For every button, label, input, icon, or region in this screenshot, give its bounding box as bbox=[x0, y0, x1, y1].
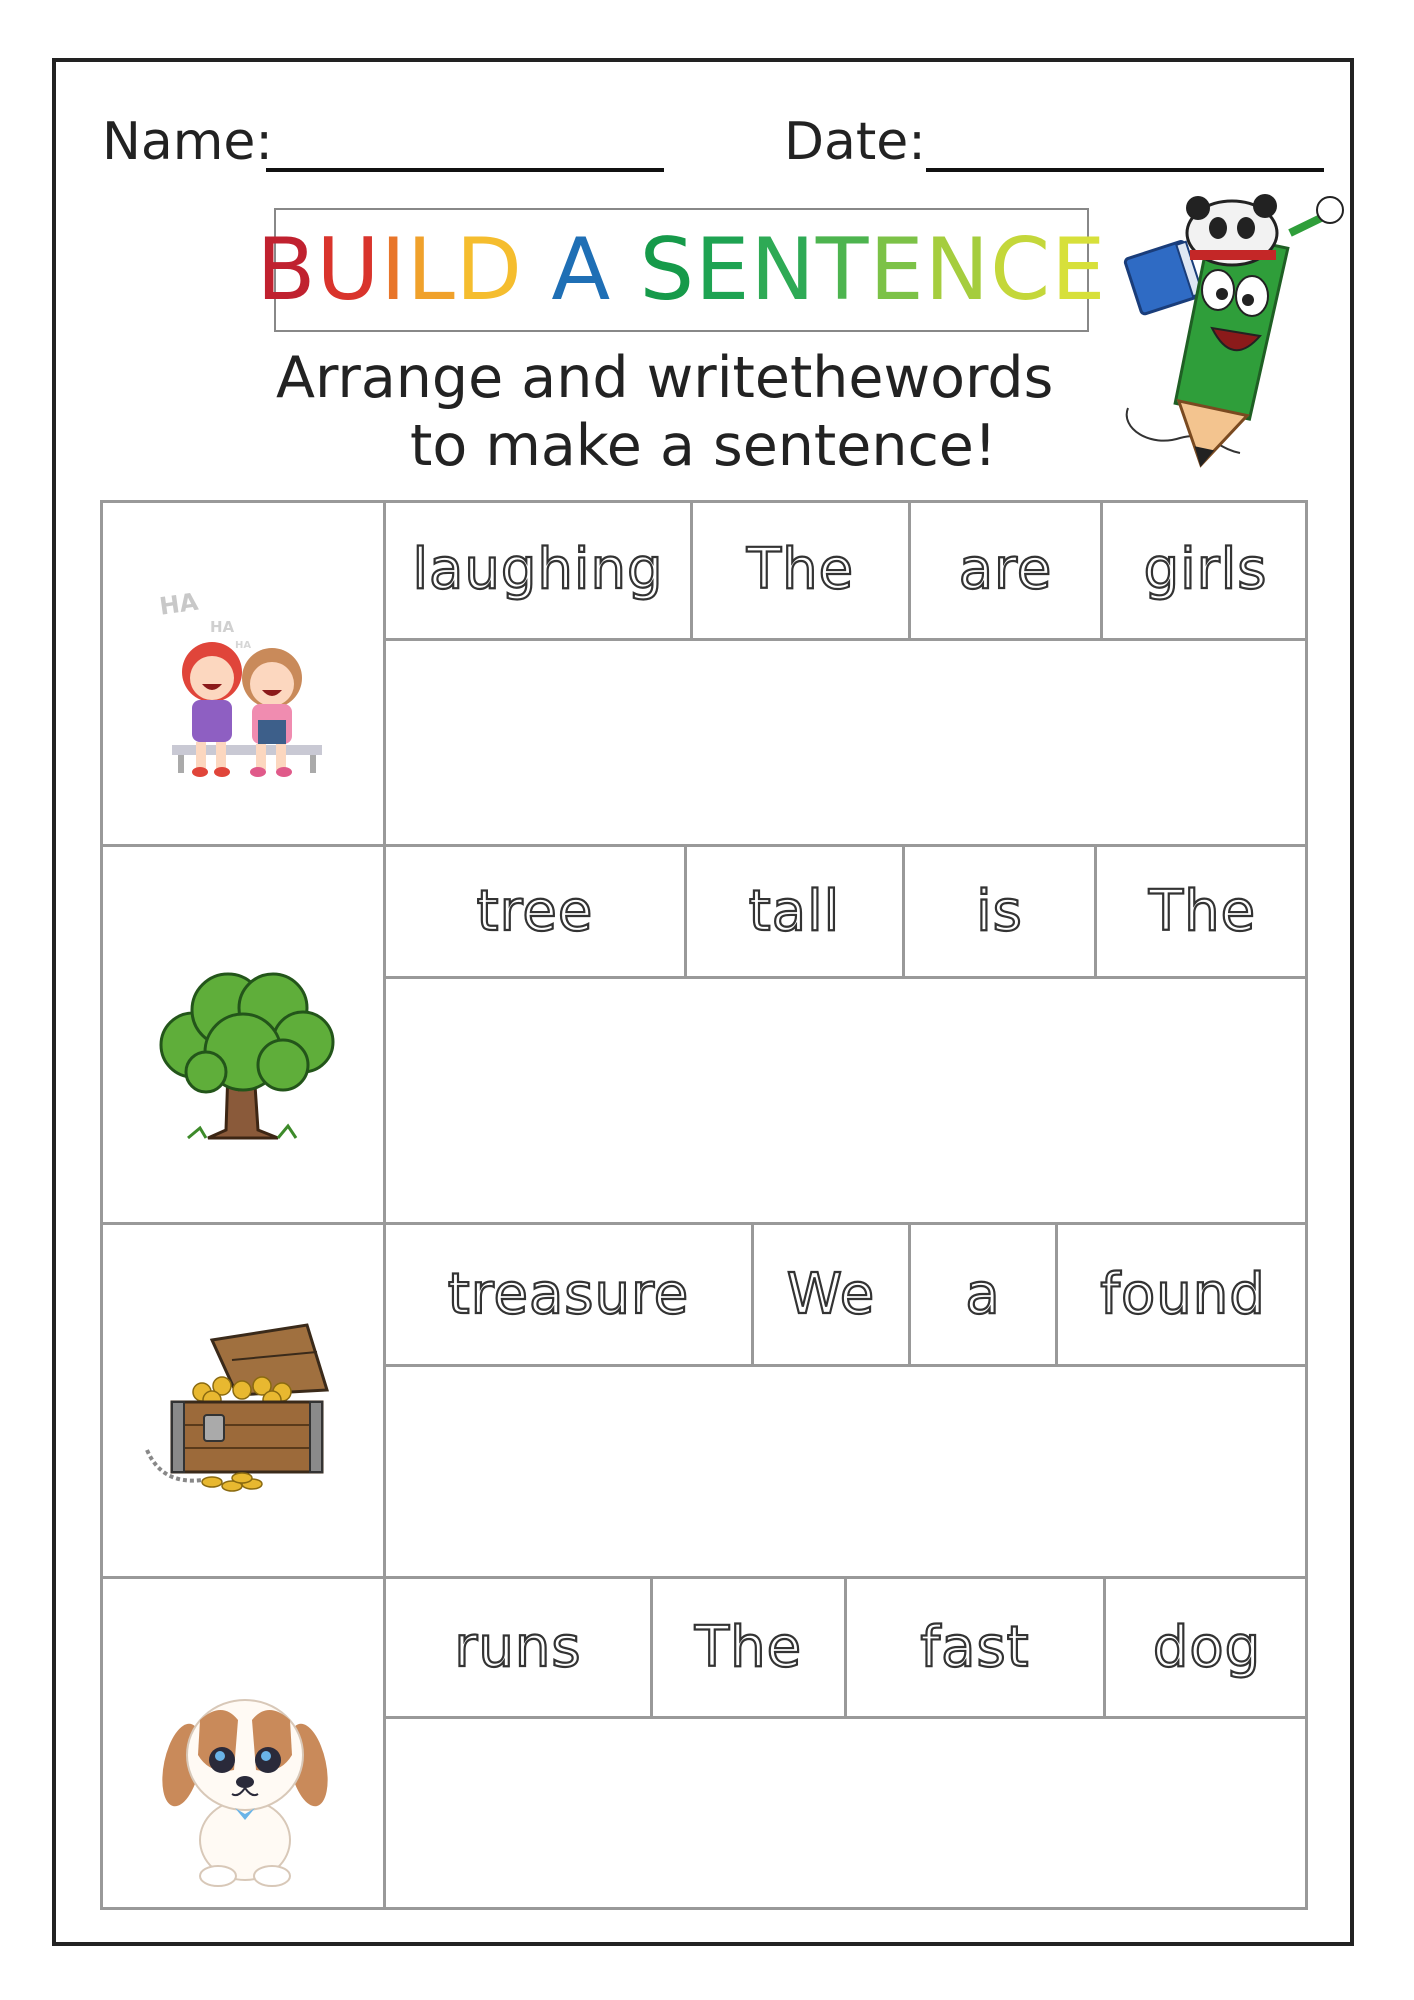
title-letter: U bbox=[316, 220, 381, 320]
pencil-mascot-picture bbox=[1120, 178, 1350, 483]
answer-area-1[interactable] bbox=[390, 645, 1302, 840]
title-letter bbox=[523, 220, 551, 320]
title-letter: E bbox=[695, 220, 751, 320]
title-letter: N bbox=[750, 220, 816, 320]
title-box bbox=[256, 208, 1107, 332]
word-tile[interactable]: We bbox=[786, 1261, 876, 1327]
title-letter: C bbox=[990, 220, 1052, 320]
date-line[interactable] bbox=[926, 168, 1324, 172]
title-letter: S bbox=[639, 220, 696, 320]
word-tile[interactable]: is bbox=[976, 878, 1023, 944]
laughing-girls-picture bbox=[150, 580, 340, 780]
word-tile[interactable]: fast bbox=[920, 1614, 1030, 1680]
ha-text: HA bbox=[210, 618, 235, 636]
title-letter: N bbox=[924, 220, 991, 320]
date-label: Date: bbox=[784, 112, 926, 172]
title-letter: I bbox=[380, 220, 407, 320]
word-row-bottom bbox=[384, 638, 1308, 641]
name-line[interactable] bbox=[266, 168, 664, 172]
title-letter: E bbox=[1051, 220, 1107, 320]
sentence-grid bbox=[100, 500, 1308, 1910]
answer-area-4[interactable] bbox=[390, 1723, 1302, 1905]
word-tile[interactable]: The bbox=[746, 536, 855, 602]
title-letter: A bbox=[551, 220, 612, 320]
worksheet-title bbox=[257, 220, 1107, 320]
ha-text: HA bbox=[157, 587, 200, 621]
word-tile[interactable]: tall bbox=[748, 878, 841, 944]
answer-area-3[interactable] bbox=[390, 1371, 1302, 1571]
instruction-line-1: Arrange and writethewords bbox=[276, 345, 1054, 411]
word-tile[interactable]: are bbox=[958, 536, 1053, 602]
word-tile[interactable]: treasure bbox=[447, 1261, 690, 1327]
title-letter: B bbox=[256, 220, 317, 320]
word-tile[interactable]: The bbox=[694, 1614, 803, 1680]
puppy-picture bbox=[160, 1690, 330, 1890]
word-row-bottom bbox=[384, 1364, 1308, 1367]
word-tile[interactable]: found bbox=[1100, 1261, 1266, 1327]
word-tile[interactable]: runs bbox=[454, 1614, 582, 1680]
name-label: Name: bbox=[102, 112, 273, 172]
title-letter bbox=[611, 220, 639, 320]
word-row-bottom bbox=[384, 976, 1308, 979]
title-letter: D bbox=[455, 220, 524, 320]
word-tile[interactable]: tree bbox=[476, 878, 594, 944]
answer-area-2[interactable] bbox=[390, 983, 1302, 1218]
word-tile[interactable]: dog bbox=[1152, 1614, 1262, 1680]
word-tile[interactable]: a bbox=[965, 1261, 1001, 1327]
word-tile[interactable]: girls bbox=[1143, 536, 1268, 602]
word-tile[interactable]: The bbox=[1148, 878, 1257, 944]
title-letter: T bbox=[815, 220, 870, 320]
tree-picture bbox=[148, 960, 338, 1145]
title-letter: L bbox=[406, 220, 456, 320]
title-letter: E bbox=[869, 220, 925, 320]
treasure-chest-picture bbox=[142, 1320, 342, 1500]
instruction-line-2: to make a sentence! bbox=[410, 413, 997, 479]
word-tile[interactable]: laughing bbox=[412, 536, 664, 602]
ha-text: HA bbox=[235, 640, 252, 651]
